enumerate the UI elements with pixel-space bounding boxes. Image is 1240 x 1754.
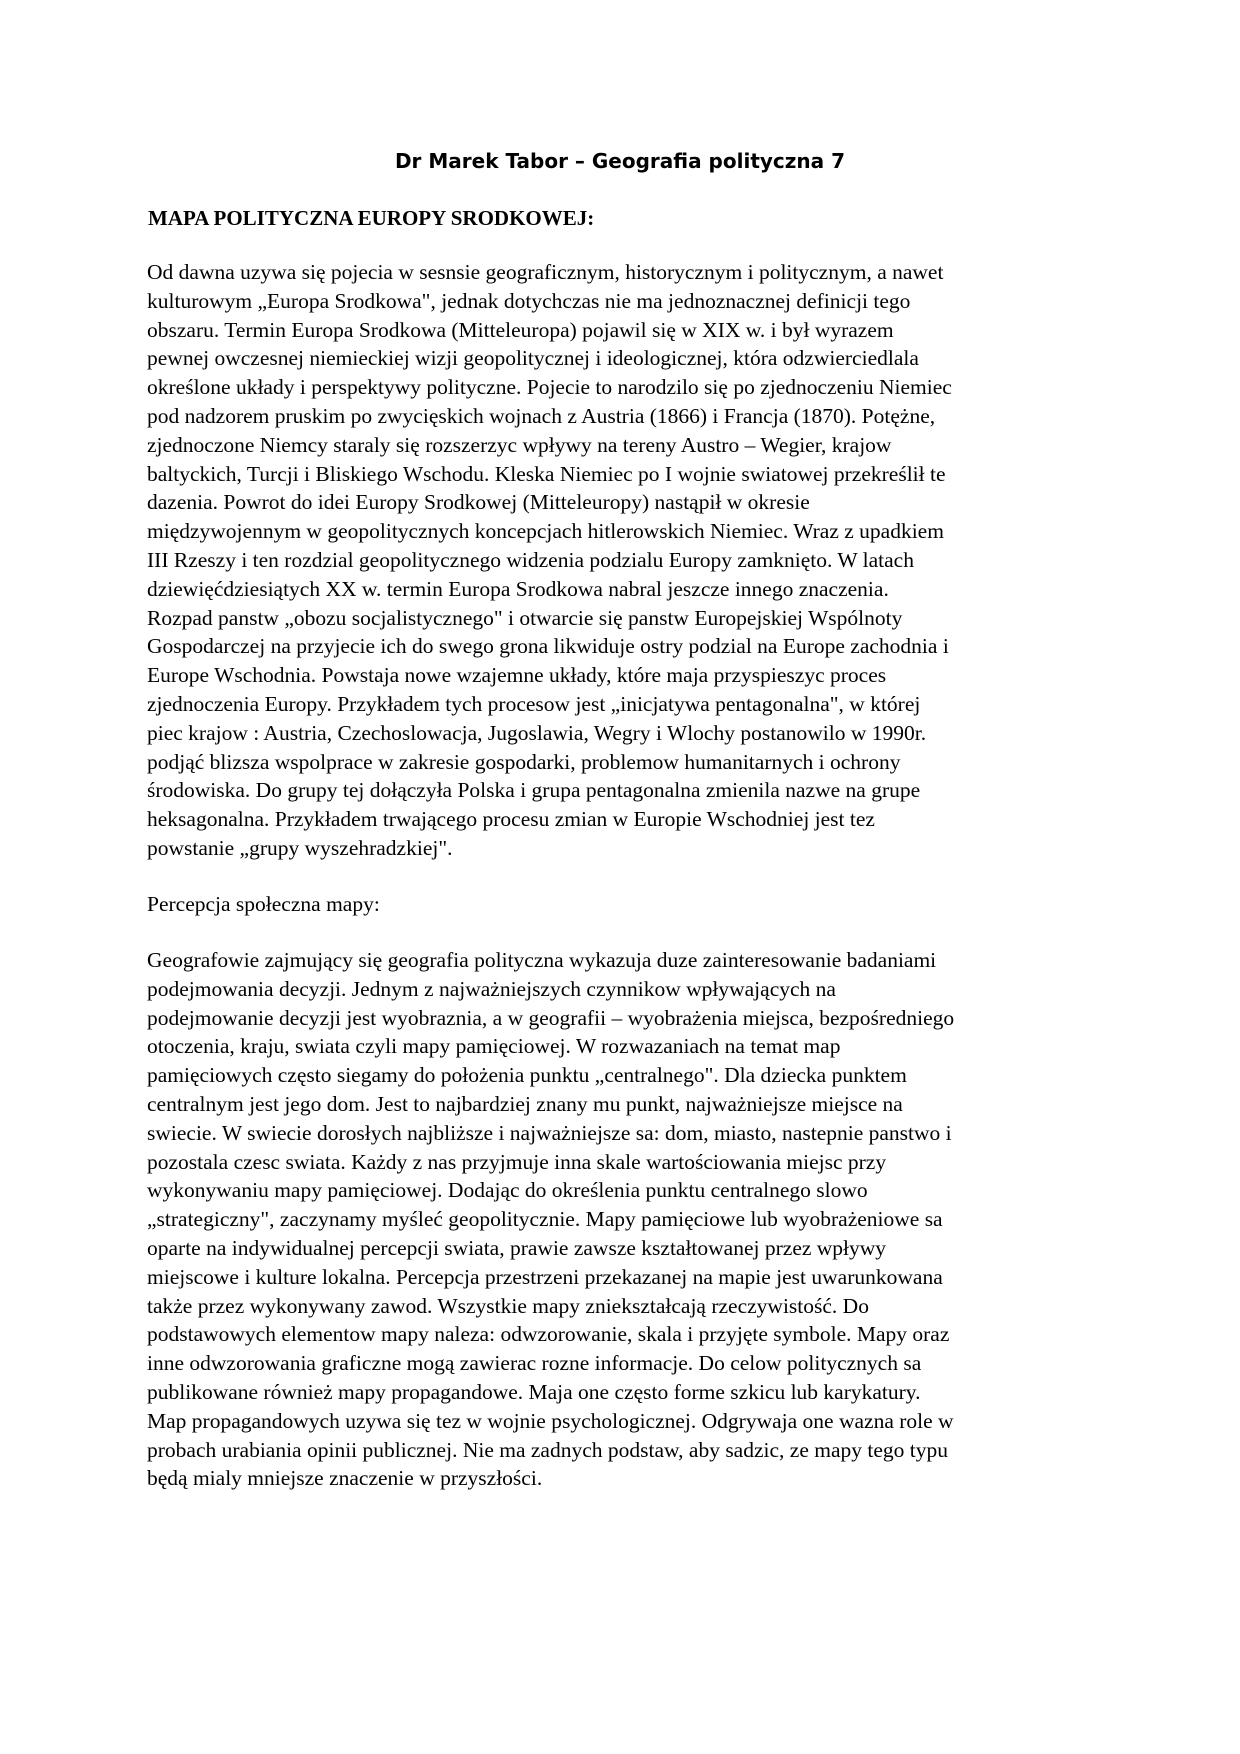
paragraph-line: Map propagandowych uzywa się tez w wojnie psychologicznej. Odgrywaja one wazna role w: [147, 1408, 954, 1433]
paragraph-line: środowiska. Do grupy tej dołączyła Polska i grupa pentagonalna zmienila nazwe na grupe: [147, 778, 921, 803]
paragraph-line: III Rzeszy i ten rozdzial geopolitycznego widzenia podzialu Europy zamknięto. W latach: [147, 547, 914, 572]
paragraph-line: będą mialy mniejsze znaczenie w przyszłości.: [147, 1466, 543, 1491]
paragraph-line: pewnej owczesnej niemieckiej wizji geopolitycznej i ideologicznej, która odzwierciedlala: [147, 346, 919, 371]
subheading-percepcja: Percepcja społeczna mapy:: [147, 892, 380, 916]
paragraph-line: Od dawna uzywa się pojecia w sesnsie geograficznym, historycznym i politycznym, a nawet: [147, 260, 944, 284]
paragraph-line: heksagonalna. Przykładem trwającego procesu zmian w Europie Wschodniej jest tez: [147, 807, 875, 832]
paragraph-line: publikowane również mapy propagandowe. Maja one często forme szkicu lub karykatury.: [147, 1379, 921, 1404]
paragraph-line: dziewięćdziesiątych XX w. termin Europa Srodkowa nabral jeszcze innego znaczenia.: [147, 576, 889, 601]
paragraph-line: inne odwzorowania graficzne mogą zawierac rozne informacje. Do celow politycznych sa: [147, 1351, 922, 1376]
paragraph-line: kulturowym „Europa Srodkowa", jednak dotychczas nie ma jednoznacznej definicji tego: [147, 288, 911, 313]
paragraph-line: zjednoczenia Europy. Przykładem tych procesow jest „inicjatywa pentagonalna", w której: [147, 691, 921, 716]
paragraph-line: wykonywaniu mapy pamięciowej. Dodając do określenia punktu centralnego slowo: [147, 1178, 868, 1203]
paragraph-line: podstawowych elementow mapy naleza: odwzorowanie, skala i przyjęte symbole. Mapy oraz: [147, 1322, 950, 1347]
paragraph-line: międzywojennym w geopolitycznych koncepcjach hitlerowskich Niemiec. Wraz z upadkiem: [147, 519, 944, 544]
paragraph-line: powstanie „grupy wyszehradzkiej".: [147, 835, 453, 860]
paragraph-line: także przez wykonywany zawod. Wszystkie mapy zniekształcają rzeczywistość. Do: [147, 1293, 869, 1318]
paragraph-line: miejscowe i kulture lokalna. Percepcja przestrzeni przekazanej na mapie jest uwarunkowana: [147, 1264, 943, 1289]
paragraph-line: Geografowie zajmujący się geografia polityczna wykazuja duze zainteresowanie badaniami: [147, 948, 937, 972]
paragraph-line: pozostala czesc swiata. Każdy z nas przyjmuje inna skale wartościowania miejsc przy: [147, 1149, 887, 1174]
section-heading: MAPA POLITYCZNA EUROPY SRODKOWEJ:: [148, 206, 595, 230]
paragraph-line: piec krajow : Austria, Czechoslowacja, Jugoslawia, Wegry i Wlochy postanowilo w 1990r.: [147, 720, 927, 745]
document-title: Dr Marek Tabor – Geografia polityczna 7: [394, 149, 846, 173]
paragraph-line: Rozpad panstw „obozu socjalistycznego" i otwarcie się panstw Europejskiej Wspólnoty: [147, 605, 903, 630]
paragraph-line: „strategiczny", zaczynamy myśleć geopolitycznie. Mapy pamięciowe lub wyobrażeniowe sa: [147, 1207, 943, 1232]
paragraph-line: podejmowanie decyzji jest wyobraznia, a w geografii – wyobrażenia miejsca, bezpośredniego: [147, 1005, 955, 1030]
paragraph-line: podejmowania decyzji. Jednym z najważniejszych czynnikow wpływających na: [147, 976, 836, 1001]
paragraph-line: otoczenia, kraju, swiata czyli mapy pamięciowej. W rozwazaniach na temat map: [147, 1034, 841, 1059]
paragraph-line: oparte na indywidualnej percepcji swiata, prawie zawsze kształtowanej przez wpływy: [147, 1235, 887, 1260]
paragraph-line: obszaru. Termin Europa Srodkowa (Mitteleuropa) pojawil się w XIX w. i był wyrazem: [147, 317, 894, 342]
paragraph-line: podjąć blizsza wspolprace w zakresie gospodarki, problemow humanitarnych i ochrony: [147, 749, 901, 774]
paragraph-line: baltyckich, Turcji i Bliskiego Wschodu. Kleska Niemiec po I wojnie swiatowej przekreślił te: [147, 461, 946, 486]
paragraph-line: pod nadzorem pruskim po zwycięskich wojnach z Austria (1866) i Francja (1870). Potężne,: [147, 403, 936, 428]
paragraph-line: Europe Wschodnia. Powstaja nowe wzajemne układy, które maja przyspieszyc proces: [147, 663, 887, 688]
paragraph-line: probach urabiania opinii publicznej. Nie ma zadnych podstaw, aby sadzic, ze mapy tego typu: [147, 1437, 949, 1462]
paragraph-percepcja: [147, 946, 1097, 1493]
paragraph-line: swiecie. W swiecie dorosłych najbliższe i najważniejsze sa: dom, miasto, nastepnie panstwo i: [147, 1120, 952, 1145]
paragraph-line: centralnym jest jego dom. Jest to najbardziej znany mu punkt, najważniejsze miejsce na: [147, 1091, 903, 1116]
paragraph-line: Gospodarczej na przyjecie ich do swego grona likwiduje ostry podzial na Europe zachodnia i: [147, 634, 949, 659]
paragraph-line: pamięciowych często siegamy do położenia punktu „centralnego". Dla dziecka punktem: [147, 1063, 907, 1088]
paragraph-line: określone układy i perspektywy polityczne. Pojecie to narodzilo się po zjednoczeniu Niemiec: [147, 375, 952, 400]
paragraph-line: dazenia. Powrot do idei Europy Srodkowej (Mitteleuropy) nastąpił w okresie: [147, 490, 810, 515]
paragraph-europa-srodkowa: [147, 258, 1097, 863]
paragraph-line: zjednoczone Niemcy staraly się rozszerzyc wpływy na tereny Austro – Wegier, krajow: [147, 432, 892, 457]
